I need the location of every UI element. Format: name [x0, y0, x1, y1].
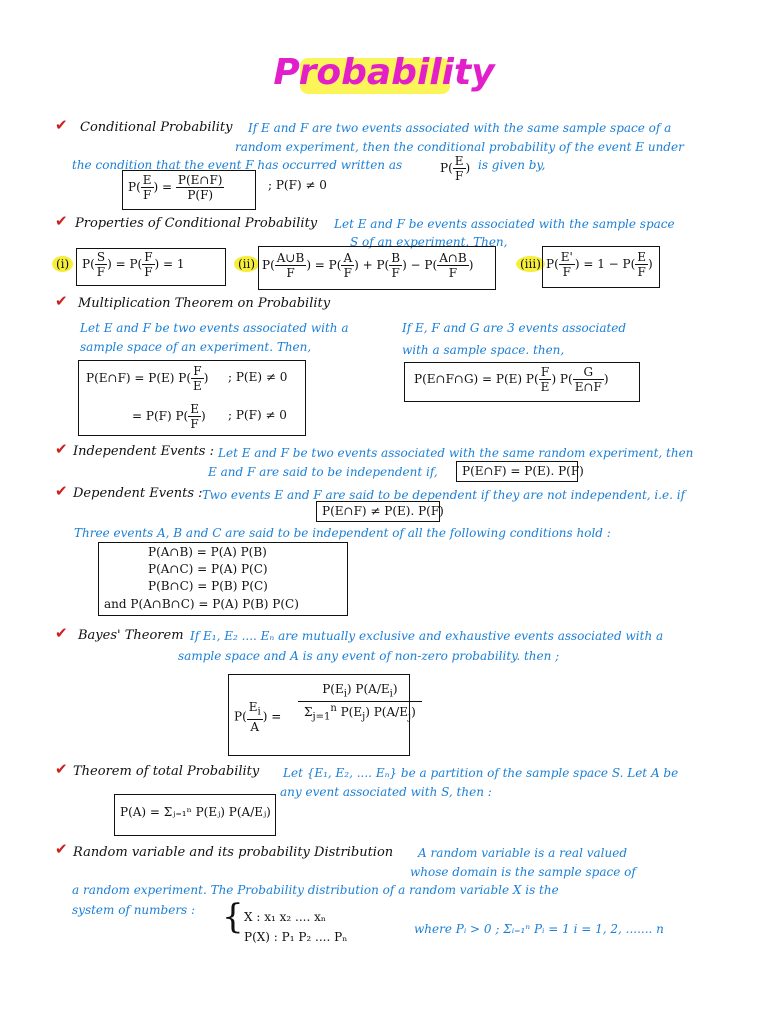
checkmark-icon: ✔	[55, 840, 68, 858]
total-heading: Theorem of total Probability	[73, 764, 260, 779]
multiplication-left-2: sample space of an experiment. Then,	[80, 340, 312, 354]
multiplication-right-2: with a sample space. then,	[402, 343, 565, 357]
dependent-text-1: Two events E and F are said to be dependent if they are not independent, i.e. if	[202, 488, 686, 502]
properties-heading: Properties of Conditional Probability	[75, 216, 318, 231]
independent-text-2: E and F are said to be independent if,	[208, 465, 438, 479]
conditional-text-1: If E and F are two events associated with the same sample space of a	[248, 121, 672, 135]
property-iii-label: (iii)	[516, 256, 545, 272]
multiplication-formula-3: P(E∩F∩G) = P(E) P( $\frac{F}{E}$ ) P( $\frac{G}{E\cap F}$ )	[414, 365, 609, 394]
dependent-heading: Dependent Events :	[73, 486, 203, 501]
multiplication-condition-1: ; P(E) ≠ 0	[228, 370, 288, 384]
property-i-label: (i)	[52, 256, 73, 272]
three-events-row-2: P(A∩C) = P(A) P(C)	[148, 562, 268, 576]
bayes-text-1: If E₁, E₂ .... Eₙ are mutually exclusive and exhaustive events associated with a	[190, 629, 664, 643]
bayes-lhs: P( $\frac{E_i}{A}$ ) =	[234, 700, 282, 735]
property-ii-formula: P( $\frac{A\cup B}{F}$ ) = P( $\frac{A}{F}$ ) + P( $\frac{B}{F}$ ) − P( $\frac{A\cap B}{F}$ )	[262, 251, 474, 280]
checkmark-icon: ✔	[55, 212, 68, 230]
conditional-condition: ; P(F) ≠ 0	[268, 178, 327, 192]
bayes-text-2: sample space and A is any event of non-zero probability. then ;	[178, 649, 560, 663]
brace-icon: {	[222, 897, 244, 937]
independent-text-1: Let E and F be two events associated with the same random experiment, then	[218, 446, 694, 460]
random-row-2: P(X) : P₁ P₂ .... Pₙ	[244, 930, 348, 944]
checkmark-icon: ✔	[55, 482, 68, 500]
checkmark-icon: ✔	[55, 292, 68, 310]
random-where: where Pᵢ > 0 ; Σᵢ₌₁ⁿ Pᵢ = 1 i = 1, 2, ....... n	[414, 922, 664, 936]
properties-text-1: Let E and F be events associated with the sample space	[334, 217, 675, 231]
checkmark-icon: ✔	[55, 440, 68, 458]
conditional-text-3: the condition that the event F has occurred written as	[72, 158, 403, 172]
conditional-heading: Conditional Probability	[80, 120, 233, 135]
three-events-row-3: P(B∩C) = P(B) P(C)	[148, 579, 268, 593]
checkmark-icon: ✔	[55, 116, 68, 134]
conditional-formula: P( $\frac{E}{F}$ ) = $\frac{P(E\cap F)}{P(F)}$	[128, 173, 223, 202]
random-row-1: X : x₁ x₂ .... xₙ	[244, 910, 327, 924]
page-title: Probability	[273, 52, 495, 93]
property-i-formula: P( $\frac{S}{F}$ ) = P( $\frac{F}{F}$ ) = 1	[82, 250, 185, 279]
random-heading: Random variable and its probability Distribution	[73, 845, 394, 860]
multiplication-condition-2: ; P(F) ≠ 0	[228, 408, 287, 422]
conditional-text-3b: is given by,	[478, 158, 546, 172]
independent-formula: P(E∩F) = P(E). P(F)	[462, 464, 584, 478]
bayes-fraction: $\frac{P(E_i) P(A/E_i)}{\Sigma_{j=1}^n P(E_j) P(A/E_j)}$	[298, 682, 422, 725]
dependent-formula: P(E∩F) ≠ P(E). P(F)	[322, 504, 444, 518]
multiplication-formula-2: = P(F) P( $\frac{E}{F}$ )	[132, 402, 206, 431]
checkmark-icon: ✔	[55, 624, 68, 642]
three-events-row-1: P(A∩B) = P(A) P(B)	[148, 545, 267, 559]
total-text-1: Let {E₁, E₂, .... Eₙ} be a partition of the sample space S. Let A be	[283, 766, 679, 780]
properties-text-2: S of an experiment. Then,	[350, 235, 508, 249]
conditional-text-2: random experiment, then the conditional probability of the event E under	[235, 140, 684, 154]
multiplication-left-1: Let E and F be two events associated with a	[80, 321, 349, 335]
independent-heading: Independent Events :	[73, 444, 214, 459]
random-text-3: a random experiment. The Probability distribution of a random variable X is the	[72, 883, 559, 897]
bayes-heading: Bayes' Theorem	[78, 628, 184, 643]
total-text-2: any event associated with S, then :	[280, 785, 492, 799]
random-text-4: system of numbers :	[72, 903, 196, 917]
random-text-2: whose domain is the sample space of	[410, 865, 636, 879]
conditional-inline-notation: P( $\frac{E}{F}$ )	[440, 154, 471, 183]
total-formula: P(A) = Σⱼ₌₁ⁿ P(Eⱼ) P(A/Eⱼ)	[120, 805, 271, 819]
random-text-1: A random variable is a real valued	[418, 846, 628, 860]
three-events-row-4: and P(A∩B∩C) = P(A) P(B) P(C)	[104, 597, 299, 611]
property-iii-formula: P( $\frac{E'}{F}$ ) = 1 − P( $\frac{E}{F}$ )	[546, 250, 653, 279]
multiplication-right-1: If E, F and G are 3 events associated	[402, 321, 627, 335]
property-ii-label: (ii)	[234, 256, 259, 272]
multiplication-heading: Multiplication Theorem on Probability	[78, 296, 331, 311]
dependent-text-2: Three events A, B and C are said to be independent of all the following conditions hold :	[74, 526, 611, 540]
multiplication-formula-1: P(E∩F) = P(E) P( $\frac{F}{E}$ )	[86, 364, 209, 393]
checkmark-icon: ✔	[55, 760, 68, 778]
